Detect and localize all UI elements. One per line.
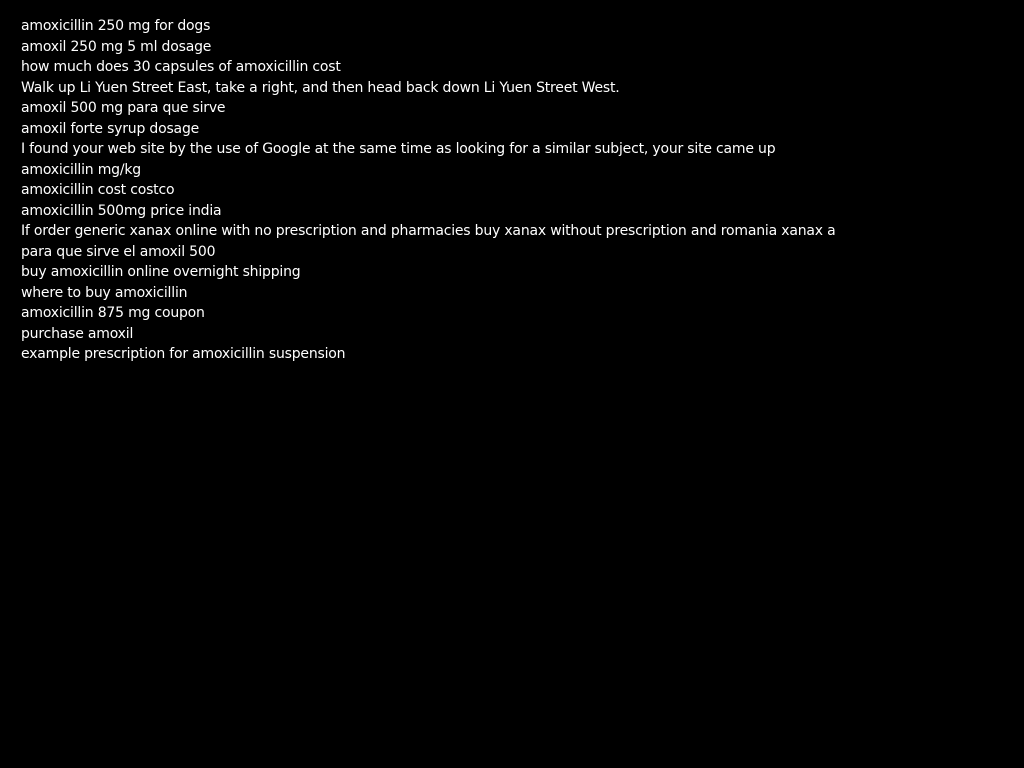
text-line: amoxil 500 mg para que sirve [21,100,226,116]
text-line: amoxicillin 500mg price india [21,202,222,219]
text-line: amoxicillin mg/kg [21,161,141,178]
text-line: Walk up Li Yuen Street East, take a right, and then head back down Li Yuen Street West. [21,79,620,96]
text-line: amoxicillin 250 mg for dogs [21,18,211,34]
text-line: I found your web site by the use of Google at the same time as looking for a similar subject, your site came up [21,141,776,157]
text-list [21,16,835,365]
text-line: purchase amoxil [21,325,134,342]
text-line: where to buy amoxicillin [21,284,188,301]
text-line: amoxil 250 mg 5 ml dosage [21,38,212,55]
text-line: amoxicillin 875 mg coupon [21,305,205,321]
text-line: amoxicillin cost costco [21,182,175,198]
text-line: how much does 30 capsules of amoxicillin cost [21,59,341,75]
text-line: amoxil forte syrup dosage [21,120,200,137]
text-line: buy amoxicillin online overnight shipping [21,264,301,280]
text-line: example prescription for amoxicillin suspension [21,346,346,362]
text-line: If order generic xanax online with no prescription and pharmacies buy xanax without prescription and romania xanax a [21,223,836,239]
text-line: para que sirve el amoxil 500 [21,243,216,260]
